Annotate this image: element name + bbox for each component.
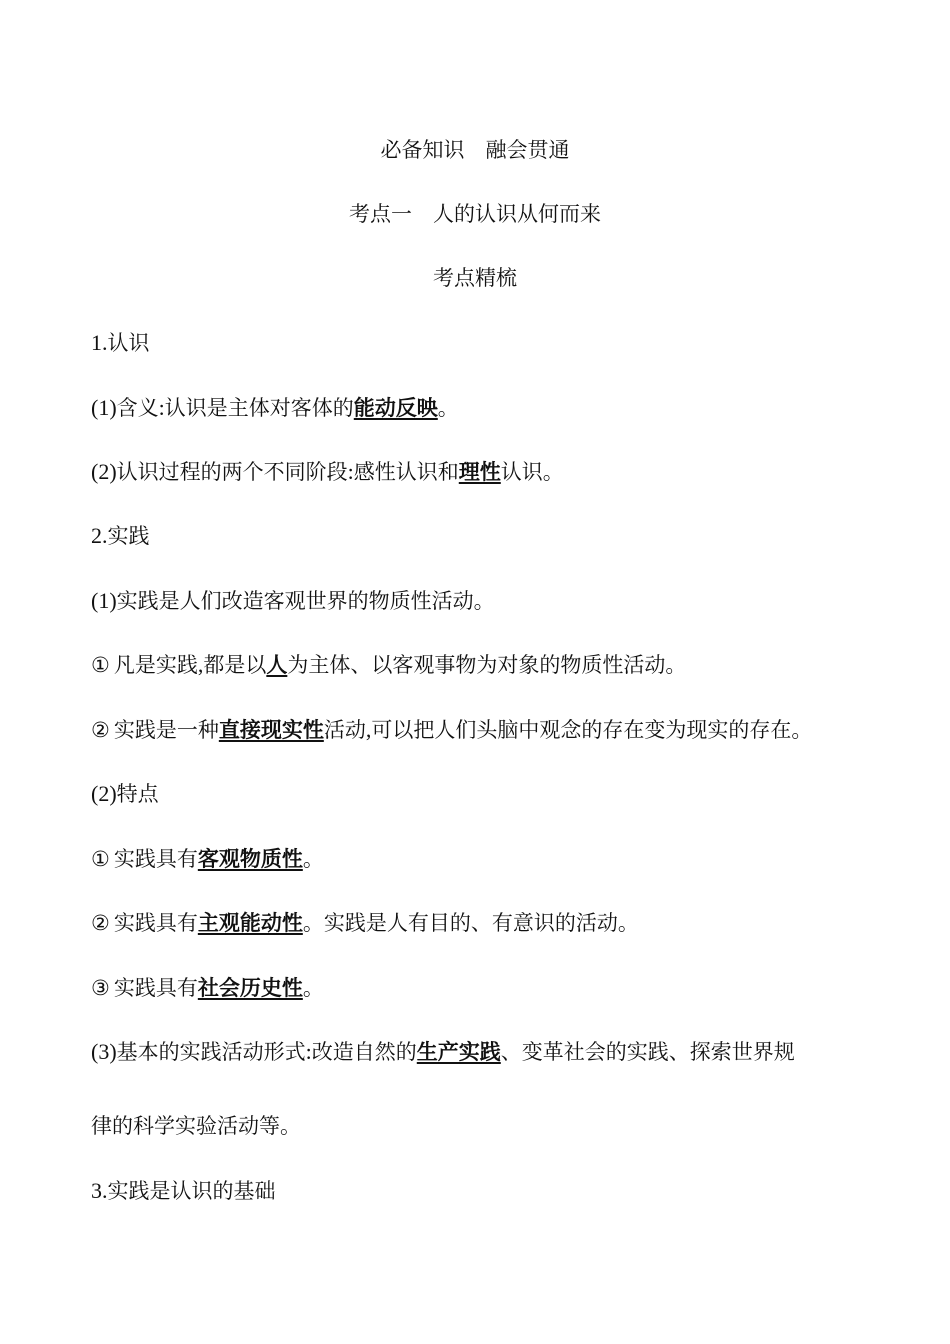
item-text: 实践具有 [113, 976, 198, 1000]
item-2-2-c [91, 974, 324, 1002]
item-text: 实践是人们改造客观世界的物质性活动。 [116, 589, 495, 613]
item-text: 认识是主体对客体的 [164, 396, 354, 420]
comma: , [197, 652, 204, 677]
heading-3 [91, 1177, 276, 1205]
item-2-2 [91, 780, 159, 808]
item-text: 实践具有 [113, 847, 198, 871]
sub-title: 考点精梳 [433, 266, 517, 290]
item-text: 特点 [116, 782, 159, 806]
heading-text: 实践 [107, 524, 150, 548]
item-number: (1) [91, 395, 117, 420]
item-number: (2) [91, 781, 117, 806]
item-text: 基本的实践活动形式 [116, 1040, 306, 1064]
colon: : [158, 395, 165, 420]
item-text: 实践具有 [113, 911, 198, 935]
heading-number: 2. [91, 523, 108, 548]
item-1-1 [91, 394, 459, 422]
colon: : [347, 459, 354, 484]
item-text: 实践是一种 [113, 718, 219, 742]
heading-number: 1. [91, 330, 108, 355]
item-2-2-b [91, 909, 639, 937]
section-title: 必备知识 融会贯通 [380, 138, 570, 162]
item-1-2 [91, 458, 564, 486]
circled-number: ① [91, 847, 110, 871]
item-2-1 [91, 587, 495, 615]
topic-title: 考点一 人的认识从何而来 [349, 202, 601, 226]
circled-number: ③ [91, 976, 110, 1000]
item-2-1-b [91, 716, 812, 744]
key-term: 客观物质性 [197, 847, 303, 871]
item-text: 认识过程的两个不同阶段 [116, 460, 348, 484]
item-text: 感性认识和 [353, 460, 459, 484]
item-2-2-a [91, 845, 324, 873]
item-text: 含义 [116, 396, 159, 420]
item-number: (1) [91, 588, 117, 613]
key-term: 能动反映 [353, 396, 438, 420]
comma: , [365, 717, 372, 742]
item-text: 凡是实践 [113, 653, 198, 677]
item-text: 为主体、以客观事物为对象的物质性活动。 [287, 653, 687, 677]
heading-text: 实践是认识的基础 [107, 1179, 276, 1203]
item-text: 都是以 [203, 653, 267, 677]
item-text: 认识。 [500, 460, 564, 484]
item-2-3-continuation: 律的科学实验活动等。 [91, 1114, 301, 1138]
item-2-1-a [91, 651, 686, 679]
circled-number: ② [91, 718, 110, 742]
key-term: 生产实践 [416, 1040, 501, 1064]
item-text: 。实践是人有目的、有意识的活动。 [302, 911, 639, 935]
item-text: 。 [302, 847, 324, 871]
circled-number: ② [91, 911, 110, 935]
key-term: 直接现实性 [218, 718, 324, 742]
item-2-3 [91, 1038, 795, 1066]
key-term: 人 [266, 653, 288, 677]
item-number: (3) [91, 1039, 117, 1064]
heading-number: 3. [91, 1178, 108, 1203]
key-term: 社会历史性 [197, 976, 303, 1000]
item-number: (2) [91, 459, 117, 484]
item-text: 可以把人们头脑中观念的存在变为现实的存在。 [371, 718, 813, 742]
key-term: 主观能动性 [197, 911, 303, 935]
item-text: 。 [437, 396, 459, 420]
item-text: 、变革社会的实践、探索世界规 [500, 1040, 795, 1064]
item-text: 活动 [323, 718, 366, 742]
heading-text: 认识 [107, 331, 150, 355]
item-text: 改造自然的 [311, 1040, 417, 1064]
heading-2 [91, 522, 150, 550]
heading-1 [91, 329, 150, 357]
item-text: 。 [302, 976, 324, 1000]
colon: : [305, 1039, 312, 1064]
key-term: 理性 [458, 460, 501, 484]
circled-number: ① [91, 653, 110, 677]
